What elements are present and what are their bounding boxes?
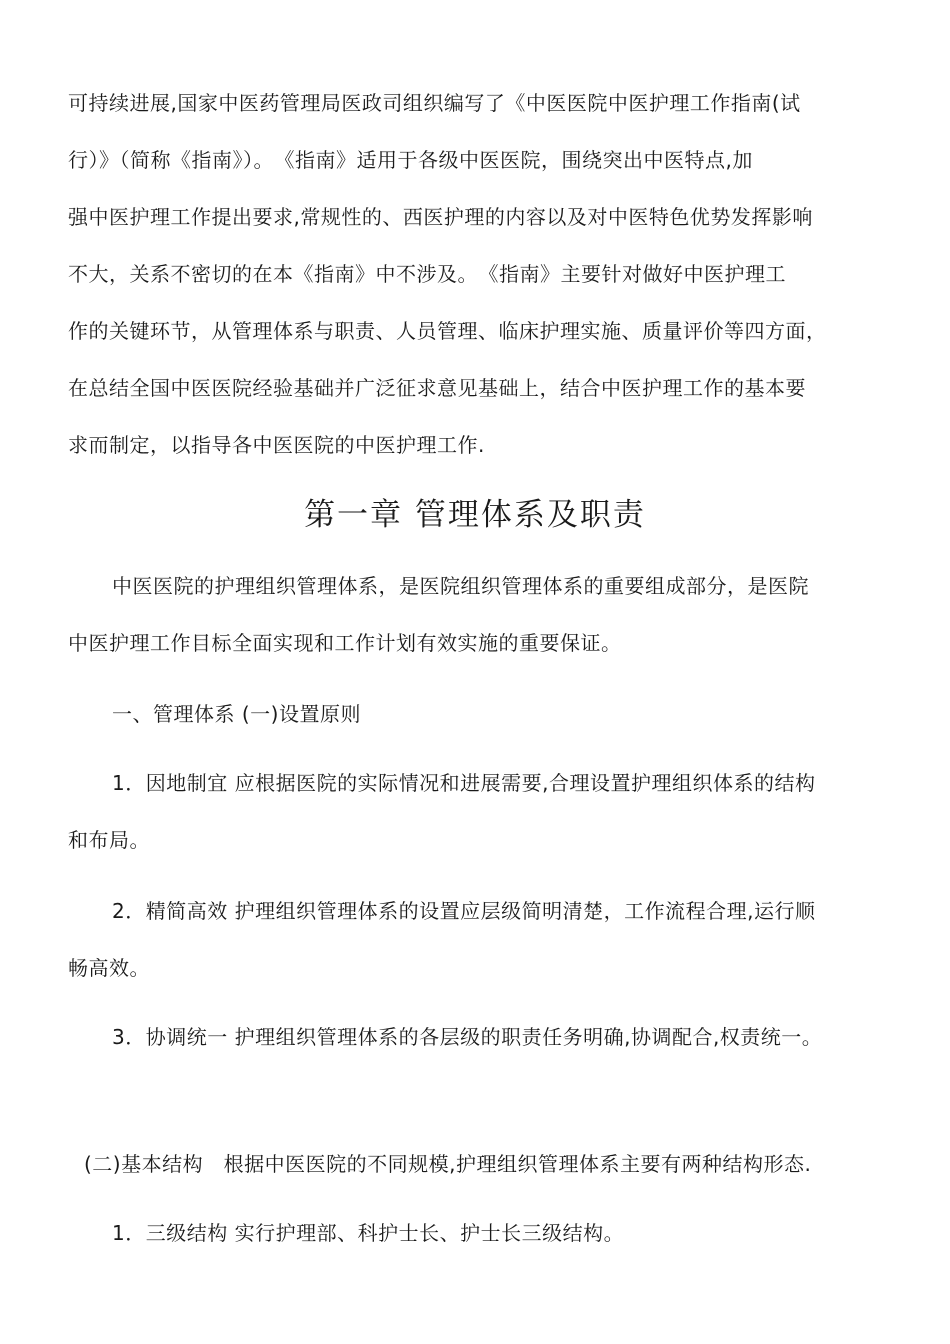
item-1-line-1: 1．因地制宜 应根据医院的实际情况和进展需要,合理设置护理组织体系的结构	[112, 771, 816, 795]
item-1-line-2: 和布局。	[68, 828, 150, 852]
item-2-line-1: 2．精简高效 护理组织管理体系的设置应层级简明清楚，工作流程合理,运行顺	[112, 899, 816, 923]
intro-line-4: 不大，关系不密切的在本《指南》中不涉及。 《指南》主要针对做好中医护理工	[68, 262, 786, 286]
chapter-title: 第一章 管理体系及职责	[304, 497, 646, 533]
intro-line-5: 作的关键环节，从管理体系与职责、人员管理、临床护理实施、质量评价等四方面，	[68, 319, 827, 343]
chapter-intro-line-1: 中医医院的护理组织管理体系，是医院组织管理体系的重要组成部分，是医院	[112, 574, 809, 598]
section-heading-management: 一、管理体系 (一)设置原则	[112, 702, 361, 726]
intro-line-2: 行）》（简称《指南》）。 《指南》适用于各级中医医院，围绕突出中医特点,加	[68, 148, 753, 172]
section-heading-structure: (二)基本结构 根据中医医院的不同规模,护理组织管理体系主要有两种结构形态.	[84, 1152, 812, 1176]
item-3-line: 3．协调统一 护理组织管理体系的各层级的职责任务明确,协调配合,权责统一。	[112, 1025, 823, 1049]
structure-item-1: 1．三级结构 实行护理部、科护士长、护士长三级结构。	[112, 1221, 625, 1245]
intro-line-3: 强中医护理工作提出要求,常规性的、西医护理的内容以及对中医特色优势发挥影响	[68, 205, 813, 229]
intro-line-6: 在总结全国中医医院经验基础并广泛征求意见基础上，结合中医护理工作的基本要	[68, 376, 806, 400]
chapter-intro-line-2: 中医护理工作目标全面实现和工作计划有效实施的重要保证。	[68, 631, 622, 655]
item-2-line-2: 畅高效。	[68, 956, 150, 980]
intro-line-1: 可持续进展,国家中医药管理局医政司组织编写了《中医医院中医护理工作指南(试	[68, 91, 801, 115]
intro-line-7: 求而制定，以指导各中医医院的中医护理工作.	[68, 433, 485, 457]
